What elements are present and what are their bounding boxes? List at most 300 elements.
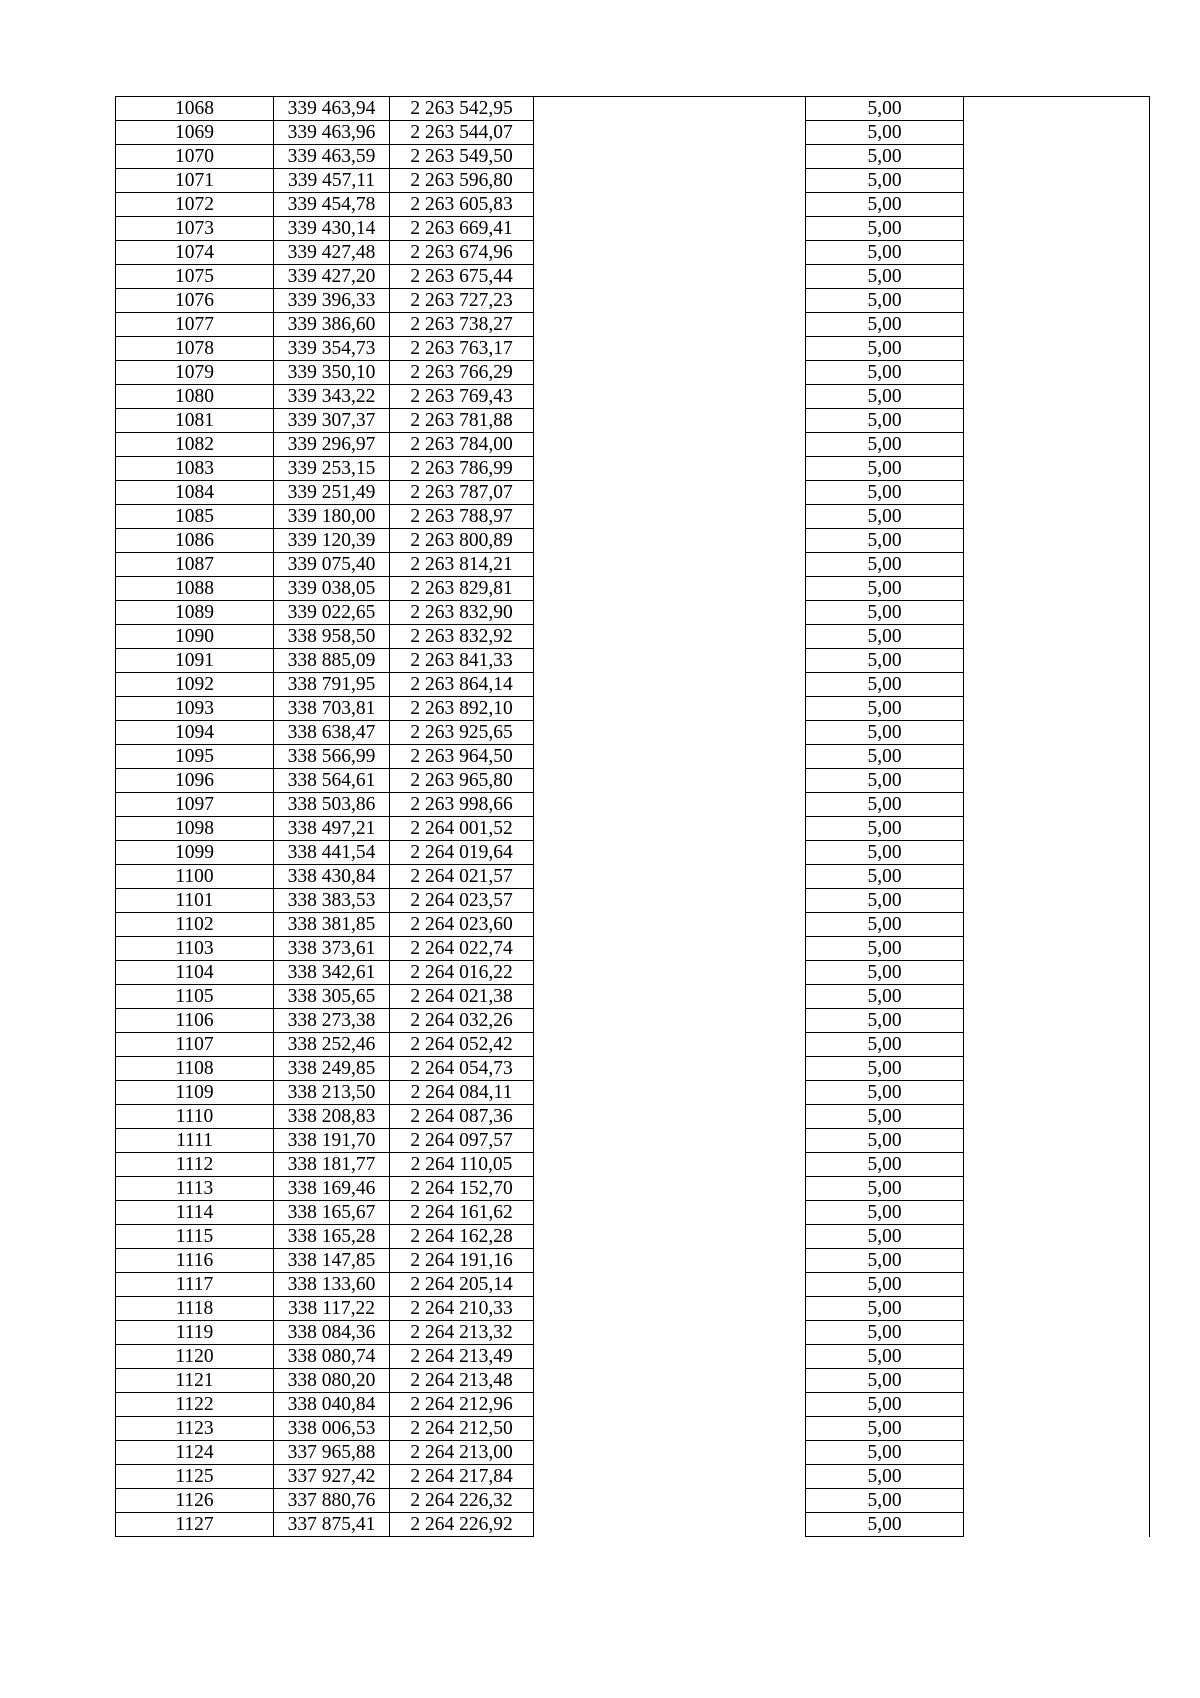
empty-cell <box>964 1369 1150 1393</box>
y-coordinate-cell: 2 264 023,60 <box>390 913 534 937</box>
empty-cell <box>964 457 1150 481</box>
empty-cell <box>534 481 806 505</box>
value-cell: 5,00 <box>806 817 964 841</box>
value-cell: 5,00 <box>806 745 964 769</box>
x-coordinate-cell: 338 006,53 <box>274 1417 390 1441</box>
empty-cell <box>534 1417 806 1441</box>
x-coordinate-cell: 338 208,83 <box>274 1105 390 1129</box>
x-coordinate-cell: 339 354,73 <box>274 337 390 361</box>
empty-cell <box>534 721 806 745</box>
empty-cell <box>534 409 806 433</box>
x-coordinate-cell: 339 350,10 <box>274 361 390 385</box>
point-number-cell: 1080 <box>116 385 274 409</box>
empty-cell <box>534 841 806 865</box>
value-cell: 5,00 <box>806 1249 964 1273</box>
point-number-cell: 1073 <box>116 217 274 241</box>
empty-cell <box>964 121 1150 145</box>
x-coordinate-cell: 338 564,61 <box>274 769 390 793</box>
y-coordinate-cell: 2 263 841,33 <box>390 649 534 673</box>
y-coordinate-cell: 2 264 021,57 <box>390 865 534 889</box>
empty-cell <box>534 265 806 289</box>
empty-cell <box>534 1249 806 1273</box>
y-coordinate-cell: 2 263 544,07 <box>390 121 534 145</box>
y-coordinate-cell: 2 264 001,52 <box>390 817 534 841</box>
value-cell: 5,00 <box>806 769 964 793</box>
value-cell: 5,00 <box>806 385 964 409</box>
value-cell: 5,00 <box>806 673 964 697</box>
value-cell: 5,00 <box>806 1105 964 1129</box>
empty-cell <box>964 385 1150 409</box>
y-coordinate-cell: 2 264 032,26 <box>390 1009 534 1033</box>
value-cell: 5,00 <box>806 1489 964 1513</box>
point-number-cell: 1082 <box>116 433 274 457</box>
value-cell: 5,00 <box>806 217 964 241</box>
empty-cell <box>964 145 1150 169</box>
table-row <box>116 1033 1150 1057</box>
value-cell: 5,00 <box>806 1129 964 1153</box>
empty-cell <box>964 1321 1150 1345</box>
x-coordinate-cell: 337 880,76 <box>274 1489 390 1513</box>
empty-cell <box>534 697 806 721</box>
y-coordinate-cell: 2 264 052,42 <box>390 1033 534 1057</box>
point-number-cell: 1091 <box>116 649 274 673</box>
value-cell: 5,00 <box>806 1225 964 1249</box>
value-cell: 5,00 <box>806 913 964 937</box>
table-row <box>116 1417 1150 1441</box>
x-coordinate-cell: 338 191,70 <box>274 1129 390 1153</box>
y-coordinate-cell: 2 264 213,49 <box>390 1345 534 1369</box>
y-coordinate-cell: 2 263 788,97 <box>390 505 534 529</box>
x-coordinate-cell: 338 147,85 <box>274 1249 390 1273</box>
empty-cell <box>534 1489 806 1513</box>
empty-cell <box>964 289 1150 313</box>
value-cell: 5,00 <box>806 937 964 961</box>
value-cell: 5,00 <box>806 1177 964 1201</box>
y-coordinate-cell: 2 263 925,65 <box>390 721 534 745</box>
point-number-cell: 1074 <box>116 241 274 265</box>
table-row <box>116 217 1150 241</box>
value-cell: 5,00 <box>806 97 964 121</box>
empty-cell <box>964 721 1150 745</box>
y-coordinate-cell: 2 263 965,80 <box>390 769 534 793</box>
value-cell: 5,00 <box>806 121 964 145</box>
table-row <box>116 457 1150 481</box>
empty-cell <box>964 1273 1150 1297</box>
table-row <box>116 889 1150 913</box>
value-cell: 5,00 <box>806 433 964 457</box>
empty-cell <box>964 841 1150 865</box>
x-coordinate-cell: 338 381,85 <box>274 913 390 937</box>
table-row <box>116 409 1150 433</box>
point-number-cell: 1079 <box>116 361 274 385</box>
x-coordinate-cell: 339 296,97 <box>274 433 390 457</box>
x-coordinate-cell: 338 165,67 <box>274 1201 390 1225</box>
table-row <box>116 337 1150 361</box>
empty-cell <box>964 337 1150 361</box>
table-row <box>116 553 1150 577</box>
empty-cell <box>964 601 1150 625</box>
x-coordinate-cell: 339 396,33 <box>274 289 390 313</box>
table-row <box>116 1369 1150 1393</box>
table-row <box>116 577 1150 601</box>
empty-cell <box>534 601 806 625</box>
point-number-cell: 1087 <box>116 553 274 577</box>
empty-cell <box>964 313 1150 337</box>
y-coordinate-cell: 2 264 213,00 <box>390 1441 534 1465</box>
empty-cell <box>964 937 1150 961</box>
table-row <box>116 673 1150 697</box>
empty-cell <box>534 1321 806 1345</box>
empty-cell <box>964 361 1150 385</box>
empty-cell <box>534 505 806 529</box>
x-coordinate-cell: 338 885,09 <box>274 649 390 673</box>
value-cell: 5,00 <box>806 193 964 217</box>
empty-cell <box>534 985 806 1009</box>
y-coordinate-cell: 2 264 110,05 <box>390 1153 534 1177</box>
point-number-cell: 1095 <box>116 745 274 769</box>
table-row <box>116 1273 1150 1297</box>
y-coordinate-cell: 2 263 596,80 <box>390 169 534 193</box>
y-coordinate-cell: 2 263 763,17 <box>390 337 534 361</box>
x-coordinate-cell: 338 373,61 <box>274 937 390 961</box>
empty-cell <box>534 1513 806 1537</box>
point-number-cell: 1094 <box>116 721 274 745</box>
empty-cell <box>534 1153 806 1177</box>
empty-cell <box>534 241 806 265</box>
x-coordinate-cell: 338 084,36 <box>274 1321 390 1345</box>
point-number-cell: 1072 <box>116 193 274 217</box>
table-row <box>116 1057 1150 1081</box>
point-number-cell: 1127 <box>116 1513 274 1537</box>
empty-cell <box>534 217 806 241</box>
table-row <box>116 289 1150 313</box>
y-coordinate-cell: 2 264 087,36 <box>390 1105 534 1129</box>
coordinates-table <box>115 96 1150 1537</box>
x-coordinate-cell: 337 965,88 <box>274 1441 390 1465</box>
x-coordinate-cell: 339 427,20 <box>274 265 390 289</box>
table-row <box>116 1441 1150 1465</box>
empty-cell <box>534 457 806 481</box>
x-coordinate-cell: 338 305,65 <box>274 985 390 1009</box>
point-number-cell: 1114 <box>116 1201 274 1225</box>
x-coordinate-cell: 338 181,77 <box>274 1153 390 1177</box>
empty-cell <box>534 625 806 649</box>
point-number-cell: 1125 <box>116 1465 274 1489</box>
point-number-cell: 1118 <box>116 1297 274 1321</box>
table-row <box>116 721 1150 745</box>
value-cell: 5,00 <box>806 649 964 673</box>
table-row <box>116 1297 1150 1321</box>
empty-cell <box>964 1153 1150 1177</box>
y-coordinate-cell: 2 264 212,96 <box>390 1393 534 1417</box>
empty-cell <box>964 169 1150 193</box>
table-row <box>116 361 1150 385</box>
value-cell: 5,00 <box>806 985 964 1009</box>
table-row <box>116 1201 1150 1225</box>
point-number-cell: 1119 <box>116 1321 274 1345</box>
point-number-cell: 1108 <box>116 1057 274 1081</box>
table-row <box>116 745 1150 769</box>
y-coordinate-cell: 2 263 769,43 <box>390 385 534 409</box>
x-coordinate-cell: 339 253,15 <box>274 457 390 481</box>
value-cell: 5,00 <box>806 409 964 433</box>
value-cell: 5,00 <box>806 553 964 577</box>
table-row <box>116 1009 1150 1033</box>
value-cell: 5,00 <box>806 505 964 529</box>
x-coordinate-cell: 338 703,81 <box>274 697 390 721</box>
empty-cell <box>534 1393 806 1417</box>
table-row <box>116 817 1150 841</box>
table-row <box>116 505 1150 529</box>
point-number-cell: 1120 <box>116 1345 274 1369</box>
value-cell: 5,00 <box>806 361 964 385</box>
table-row <box>116 1081 1150 1105</box>
value-cell: 5,00 <box>806 1153 964 1177</box>
point-number-cell: 1126 <box>116 1489 274 1513</box>
y-coordinate-cell: 2 264 217,84 <box>390 1465 534 1489</box>
y-coordinate-cell: 2 263 766,29 <box>390 361 534 385</box>
y-coordinate-cell: 2 264 213,48 <box>390 1369 534 1393</box>
point-number-cell: 1102 <box>116 913 274 937</box>
table-row <box>116 1393 1150 1417</box>
x-coordinate-cell: 338 249,85 <box>274 1057 390 1081</box>
x-coordinate-cell: 339 386,60 <box>274 313 390 337</box>
empty-cell <box>964 1441 1150 1465</box>
x-coordinate-cell: 338 117,22 <box>274 1297 390 1321</box>
empty-cell <box>534 961 806 985</box>
empty-cell <box>534 529 806 553</box>
value-cell: 5,00 <box>806 1081 964 1105</box>
table-row <box>116 241 1150 265</box>
x-coordinate-cell: 339 075,40 <box>274 553 390 577</box>
value-cell: 5,00 <box>806 841 964 865</box>
empty-cell <box>964 625 1150 649</box>
x-coordinate-cell: 339 454,78 <box>274 193 390 217</box>
y-coordinate-cell: 2 263 814,21 <box>390 553 534 577</box>
point-number-cell: 1101 <box>116 889 274 913</box>
empty-cell <box>964 1297 1150 1321</box>
point-number-cell: 1098 <box>116 817 274 841</box>
y-coordinate-cell: 2 263 738,27 <box>390 313 534 337</box>
value-cell: 5,00 <box>806 625 964 649</box>
table-row <box>116 625 1150 649</box>
table-row <box>116 841 1150 865</box>
point-number-cell: 1081 <box>116 409 274 433</box>
empty-cell <box>534 1345 806 1369</box>
table-row <box>116 481 1150 505</box>
point-number-cell: 1083 <box>116 457 274 481</box>
table-row <box>116 1177 1150 1201</box>
empty-cell <box>534 313 806 337</box>
x-coordinate-cell: 339 180,00 <box>274 505 390 529</box>
empty-cell <box>964 241 1150 265</box>
empty-cell <box>534 1009 806 1033</box>
empty-cell <box>964 553 1150 577</box>
value-cell: 5,00 <box>806 1297 964 1321</box>
point-number-cell: 1115 <box>116 1225 274 1249</box>
empty-cell <box>964 649 1150 673</box>
value-cell: 5,00 <box>806 1393 964 1417</box>
empty-cell <box>964 193 1150 217</box>
value-cell: 5,00 <box>806 697 964 721</box>
empty-cell <box>964 409 1150 433</box>
x-coordinate-cell: 338 080,74 <box>274 1345 390 1369</box>
empty-cell <box>964 1489 1150 1513</box>
x-coordinate-cell: 338 040,84 <box>274 1393 390 1417</box>
empty-cell <box>964 1105 1150 1129</box>
x-coordinate-cell: 338 169,46 <box>274 1177 390 1201</box>
empty-cell <box>964 745 1150 769</box>
x-coordinate-cell: 339 343,22 <box>274 385 390 409</box>
y-coordinate-cell: 2 263 542,95 <box>390 97 534 121</box>
empty-cell <box>964 1081 1150 1105</box>
empty-cell <box>534 1105 806 1129</box>
x-coordinate-cell: 338 342,61 <box>274 961 390 985</box>
empty-cell <box>964 577 1150 601</box>
empty-cell <box>534 361 806 385</box>
value-cell: 5,00 <box>806 1465 964 1489</box>
y-coordinate-cell: 2 263 549,50 <box>390 145 534 169</box>
table-row <box>116 793 1150 817</box>
empty-cell <box>534 433 806 457</box>
empty-cell <box>964 1201 1150 1225</box>
table-row <box>116 265 1150 289</box>
point-number-cell: 1109 <box>116 1081 274 1105</box>
point-number-cell: 1089 <box>116 601 274 625</box>
point-number-cell: 1077 <box>116 313 274 337</box>
empty-cell <box>534 97 806 121</box>
empty-cell <box>534 745 806 769</box>
x-coordinate-cell: 338 133,60 <box>274 1273 390 1297</box>
point-number-cell: 1068 <box>116 97 274 121</box>
table-row <box>116 1465 1150 1489</box>
y-coordinate-cell: 2 264 226,92 <box>390 1513 534 1537</box>
empty-cell <box>964 1033 1150 1057</box>
point-number-cell: 1084 <box>116 481 274 505</box>
table-row <box>116 385 1150 409</box>
empty-cell <box>534 865 806 889</box>
x-coordinate-cell: 337 927,42 <box>274 1465 390 1489</box>
value-cell: 5,00 <box>806 457 964 481</box>
empty-cell <box>964 217 1150 241</box>
table-row <box>116 985 1150 1009</box>
value-cell: 5,00 <box>806 313 964 337</box>
value-cell: 5,00 <box>806 577 964 601</box>
x-coordinate-cell: 339 038,05 <box>274 577 390 601</box>
table-row <box>116 313 1150 337</box>
y-coordinate-cell: 2 264 097,57 <box>390 1129 534 1153</box>
y-coordinate-cell: 2 264 054,73 <box>390 1057 534 1081</box>
table-row <box>116 145 1150 169</box>
empty-cell <box>964 889 1150 913</box>
x-coordinate-cell: 338 566,99 <box>274 745 390 769</box>
empty-cell <box>534 1081 806 1105</box>
x-coordinate-cell: 339 022,65 <box>274 601 390 625</box>
y-coordinate-cell: 2 263 829,81 <box>390 577 534 601</box>
empty-cell <box>964 1345 1150 1369</box>
point-number-cell: 1123 <box>116 1417 274 1441</box>
point-number-cell: 1112 <box>116 1153 274 1177</box>
empty-cell <box>534 793 806 817</box>
empty-cell <box>534 769 806 793</box>
point-number-cell: 1100 <box>116 865 274 889</box>
empty-cell <box>964 529 1150 553</box>
empty-cell <box>964 865 1150 889</box>
y-coordinate-cell: 2 263 787,07 <box>390 481 534 505</box>
y-coordinate-cell: 2 264 212,50 <box>390 1417 534 1441</box>
y-coordinate-cell: 2 263 892,10 <box>390 697 534 721</box>
empty-cell <box>534 121 806 145</box>
table-row <box>116 961 1150 985</box>
table-row <box>116 1225 1150 1249</box>
point-number-cell: 1105 <box>116 985 274 1009</box>
table-row <box>116 1513 1150 1537</box>
table-row <box>116 865 1150 889</box>
x-coordinate-cell: 339 430,14 <box>274 217 390 241</box>
x-coordinate-cell: 338 252,46 <box>274 1033 390 1057</box>
y-coordinate-cell: 2 263 832,90 <box>390 601 534 625</box>
y-coordinate-cell: 2 264 016,22 <box>390 961 534 985</box>
y-coordinate-cell: 2 263 675,44 <box>390 265 534 289</box>
value-cell: 5,00 <box>806 1009 964 1033</box>
point-number-cell: 1104 <box>116 961 274 985</box>
point-number-cell: 1069 <box>116 121 274 145</box>
empty-cell <box>534 1201 806 1225</box>
empty-cell <box>964 1009 1150 1033</box>
x-coordinate-cell: 338 080,20 <box>274 1369 390 1393</box>
empty-cell <box>964 1057 1150 1081</box>
x-coordinate-cell: 338 430,84 <box>274 865 390 889</box>
empty-cell <box>534 289 806 313</box>
value-cell: 5,00 <box>806 865 964 889</box>
y-coordinate-cell: 2 263 784,00 <box>390 433 534 457</box>
table-row <box>116 913 1150 937</box>
empty-cell <box>964 769 1150 793</box>
empty-cell <box>964 1177 1150 1201</box>
point-number-cell: 1111 <box>116 1129 274 1153</box>
y-coordinate-cell: 2 263 864,14 <box>390 673 534 697</box>
point-number-cell: 1113 <box>116 1177 274 1201</box>
empty-cell <box>534 913 806 937</box>
table-row <box>116 193 1150 217</box>
point-number-cell: 1093 <box>116 697 274 721</box>
y-coordinate-cell: 2 263 832,92 <box>390 625 534 649</box>
y-coordinate-cell: 2 264 021,38 <box>390 985 534 1009</box>
value-cell: 5,00 <box>806 1441 964 1465</box>
x-coordinate-cell: 337 875,41 <box>274 1513 390 1537</box>
table-row <box>116 649 1150 673</box>
x-coordinate-cell: 338 273,38 <box>274 1009 390 1033</box>
point-number-cell: 1117 <box>116 1273 274 1297</box>
point-number-cell: 1124 <box>116 1441 274 1465</box>
y-coordinate-cell: 2 263 964,50 <box>390 745 534 769</box>
y-coordinate-cell: 2 264 205,14 <box>390 1273 534 1297</box>
coordinates-table-body <box>116 97 1150 1537</box>
point-number-cell: 1097 <box>116 793 274 817</box>
empty-cell <box>534 193 806 217</box>
empty-cell <box>964 1393 1150 1417</box>
table-row <box>116 169 1150 193</box>
empty-cell <box>964 433 1150 457</box>
value-cell: 5,00 <box>806 889 964 913</box>
table-row <box>116 937 1150 961</box>
y-coordinate-cell: 2 264 152,70 <box>390 1177 534 1201</box>
empty-cell <box>964 265 1150 289</box>
y-coordinate-cell: 2 263 605,83 <box>390 193 534 217</box>
x-coordinate-cell: 339 251,49 <box>274 481 390 505</box>
empty-cell <box>534 937 806 961</box>
empty-cell <box>534 553 806 577</box>
